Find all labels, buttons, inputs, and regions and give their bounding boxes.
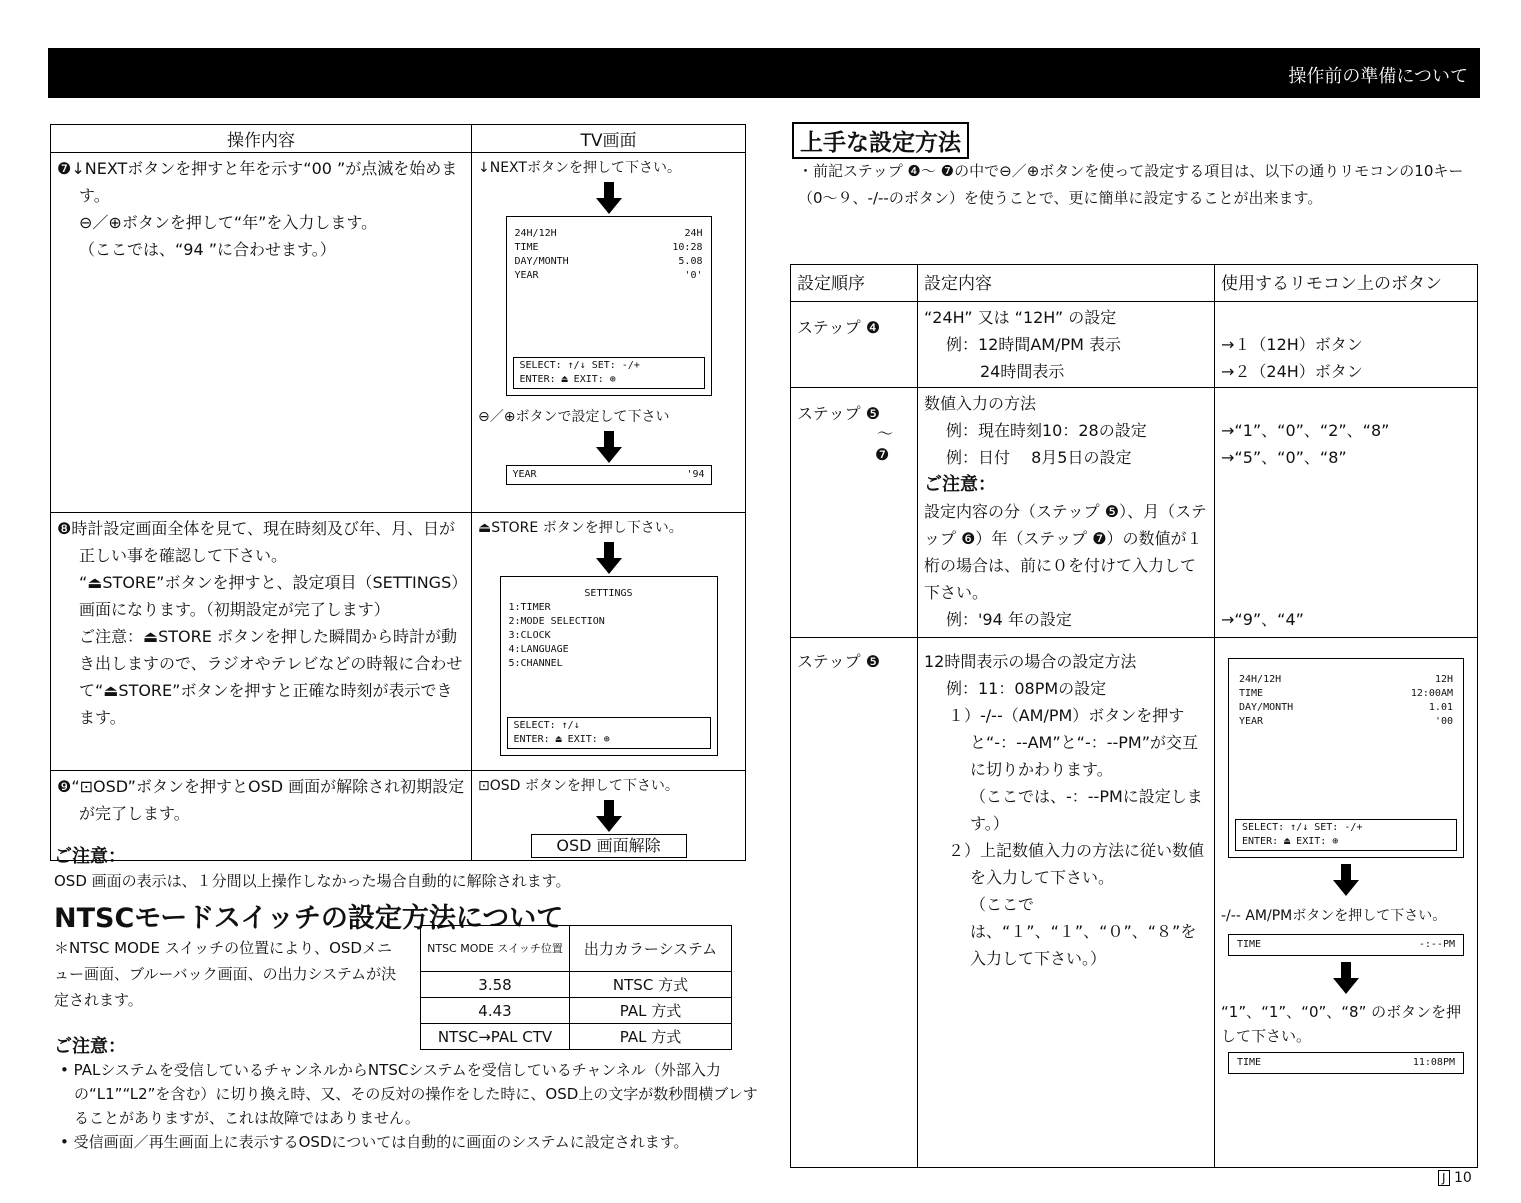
tv-screen-year: 24H/12H 24H TIME 10:28 DAY/MONTH 5.08 YEAR '0' SELECT: ↑/↓ SET: -/+ ENTER: ⏏ EXIT: ⊕ xyxy=(506,216,712,396)
step8-tv-cell xyxy=(472,513,746,771)
ntsc-table xyxy=(420,925,732,1050)
page-number-text: 10 xyxy=(1454,1170,1472,1186)
step7-tv-cell xyxy=(472,153,746,513)
remote-col-header-buttons: 使用するリモコン上のボタン xyxy=(1215,265,1478,302)
step9-tv-instruction: ⊡OSD ボタンを押して下さい。 xyxy=(478,778,679,794)
rowA-content: “24H” 又は “12H” の設定 例：12時間AM/PM 表示 24時間表示 xyxy=(918,302,1215,388)
operation-table xyxy=(50,124,746,861)
step8-line2: “⏏STORE”ボタンを押すと、設定項目（SETTINGS）画面になります。（初期設定が完了します） xyxy=(79,573,460,619)
rowC-content: 12時間表示の場合の設定方法 例：11：08PMの設定 １）-/--（AM/PM）ボタンを押すと“-：--AM”と“-：--PM”が交互に切りかわります。 （ここでは、-：--PMに設定します。） ２）上記数値入力の方法に従い数値を入力して下さい。 （ここでは、“１”、“１”、“０”、“８”を入力して下さい。） xyxy=(918,638,1215,1168)
down-arrow-icon xyxy=(1221,858,1471,898)
ntsc-cell: 3.58 xyxy=(421,972,570,998)
ntsc-cell: 4.43 xyxy=(421,998,570,1024)
time-bar-final: TIME 11:08PM xyxy=(1228,1052,1464,1074)
time-bar-pm: TIME -:--PM xyxy=(1228,934,1464,956)
rowC-instruction1: -/-- AM/PMボタンを押して下さい。 xyxy=(1221,908,1447,924)
down-arrow-icon xyxy=(1221,956,1471,996)
down-arrow-icon xyxy=(478,542,739,576)
step8-cell xyxy=(51,513,472,771)
col-header-tv: TV画面 xyxy=(472,125,746,153)
page-number xyxy=(1438,1170,1472,1186)
step7-line2: ⊖／⊕ボタンを押して“年”を入力します。 xyxy=(79,213,378,232)
step9-line1: ❾“⊡OSD”ボタンを押すとOSD 画面が解除され初期設定が完了します。 xyxy=(57,777,465,823)
step7-line1: ❼↓NEXTボタンを押すと年を示す“00 ”が点滅を始めます。 xyxy=(57,159,458,205)
ntsc-cell: NTSC 方式 xyxy=(570,972,732,998)
step8-tv-instruction: ⏏STORE ボタンを押し下さい。 xyxy=(478,520,683,536)
ntsc-cell: NTSC→PAL CTV xyxy=(421,1024,570,1050)
right-title: 上手な設定方法 xyxy=(792,122,969,159)
step8-line1: ❽時計設定画面全体を見て、現在時刻及び年、月、日が正しい事を確認して下さい。 xyxy=(57,519,456,565)
ntsc-description: ＊NTSC MODE スイッチの位置により、OSDメニュー画面、ブルーバック画面、の出力システムが決定されます。 xyxy=(54,939,397,1009)
rowC-instruction2: “1”、“1”、“0”、“8” のボタンを押して下さい。 xyxy=(1221,1003,1462,1045)
rowB-buttons: →“1”、“0”、“2”、“8” →“5”、“0”、“8” →“9”、“4” xyxy=(1215,388,1478,638)
ntsc-col-header-output: 出力カラーシステム xyxy=(570,926,732,972)
header-title: 操作前の準備について xyxy=(1288,66,1468,87)
step8-line3: ご注意：⏏STORE ボタンを押した瞬間から時計が動き出しますので、ラジオやテレビなどの時報に合わせて“⏏STORE”ボタンを押すと正確な時刻が表示できます。 xyxy=(79,627,463,727)
rowB-step: ステップ ❺ ～ ❼ xyxy=(791,388,918,638)
rowA-buttons: →１（12H）ボタン →２（24H）ボタン xyxy=(1215,302,1478,388)
header-bar xyxy=(48,48,1480,98)
screen-footer: SELECT: ↑/↓ ENTER: ⏏ EXIT: ⊕ xyxy=(507,717,711,749)
tv-screen-12h: 24H/12H 12H TIME 12:00AM DAY/MONTH 1.01 YEAR '00 SELECT: ↑/↓ SET: -/+ ENTER: ⏏ EXIT: ⊕ xyxy=(1228,658,1464,858)
col-header-operation: 操作内容 xyxy=(51,125,472,153)
page-badge: J xyxy=(1438,1170,1450,1186)
ntsc-cell: PAL 方式 xyxy=(570,998,732,1024)
ntsc-title: NTSCモードスイッチの設定方法について xyxy=(54,903,564,934)
right-intro: ・前記ステップ ❹～ ❼の中で⊖／⊕ボタンを使って設定する項目は、以下の通りリモコンの10キー（0～９、-/--のボタン）を使うことで、更に簡単に設定することが出来ます。 xyxy=(798,162,1464,207)
ntsc-cell: PAL 方式 xyxy=(570,1024,732,1050)
remote-table xyxy=(790,264,1478,1168)
note2-title: ご注意： xyxy=(54,1036,126,1057)
screen-footer: SELECT: ↑/↓ SET: -/+ ENTER: ⏏ EXIT: ⊕ xyxy=(1235,819,1457,851)
down-arrow-icon xyxy=(478,800,739,834)
tv-screen-settings: SETTINGS 1:TIMER 2:MODE SELECTION 3:CLOCK 4:LANGUAGE 5:CHANNEL SELECT: ↑/↓ ENTER: ⏏ EXIT: ⊕ xyxy=(500,576,718,756)
note1-title: ご注意： xyxy=(54,846,126,867)
osd-cancel-box: OSD 画面解除 xyxy=(531,834,687,858)
remote-col-header-order: 設定順序 xyxy=(791,265,918,302)
remote-col-header-content: 設定内容 xyxy=(918,265,1215,302)
rowB-content: 数値入力の方法 例：現在時刻10：28の設定 例：日付 8月5日の設定 ご注意： 設定内容の分（ステップ ❺）、月（ステップ ❻）年（ステップ ❼）の数値が１桁の場合は、前に０を付けて入力して下さい。 例：'94 年の設定 xyxy=(918,388,1215,638)
screen-footer: SELECT: ↑/↓ SET: -/+ ENTER: ⏏ EXIT: ⊕ xyxy=(513,357,705,389)
note1-text: OSD 画面の表示は、１分間以上操作しなかった場合自動的に解除されます。 xyxy=(54,872,571,890)
step9-tv-cell xyxy=(472,771,746,861)
rowA-step: ステップ ❹ xyxy=(791,302,918,388)
down-arrow-icon xyxy=(478,431,739,465)
step7-tv-instruction: ↓NEXTボタンを押して下さい。 xyxy=(478,160,681,176)
rowC-step: ステップ ❺ xyxy=(791,638,918,1168)
step7-cell xyxy=(51,153,472,513)
step7-tv-instruction2: ⊖／⊕ボタンで設定して下さい xyxy=(478,409,670,425)
rowC-tv xyxy=(1215,638,1478,1168)
year-bar: YEAR '94 xyxy=(506,465,712,485)
note2-list xyxy=(60,1058,760,1154)
step7-line3: （ここでは、“94 ”に合わせます。） xyxy=(79,240,336,259)
note2-bullet: • 受信画面／再生画面上に表示するOSDについては自動的に画面のシステムに設定されます。 xyxy=(60,1133,689,1151)
note2-bullet: • PALシステムを受信しているチャンネルからNTSCシステムを受信しているチャンネル（外部入力の“L1”“L2”を含む）に切り換え時、又、その反対の操作をした時に、OSD上の文字が数秒間横ブレすることがありますが、これは故障ではありません。 xyxy=(60,1061,758,1127)
ntsc-col-header-switch: NTSC MODE スイッチ位置 xyxy=(421,926,570,972)
down-arrow-icon xyxy=(478,182,739,216)
